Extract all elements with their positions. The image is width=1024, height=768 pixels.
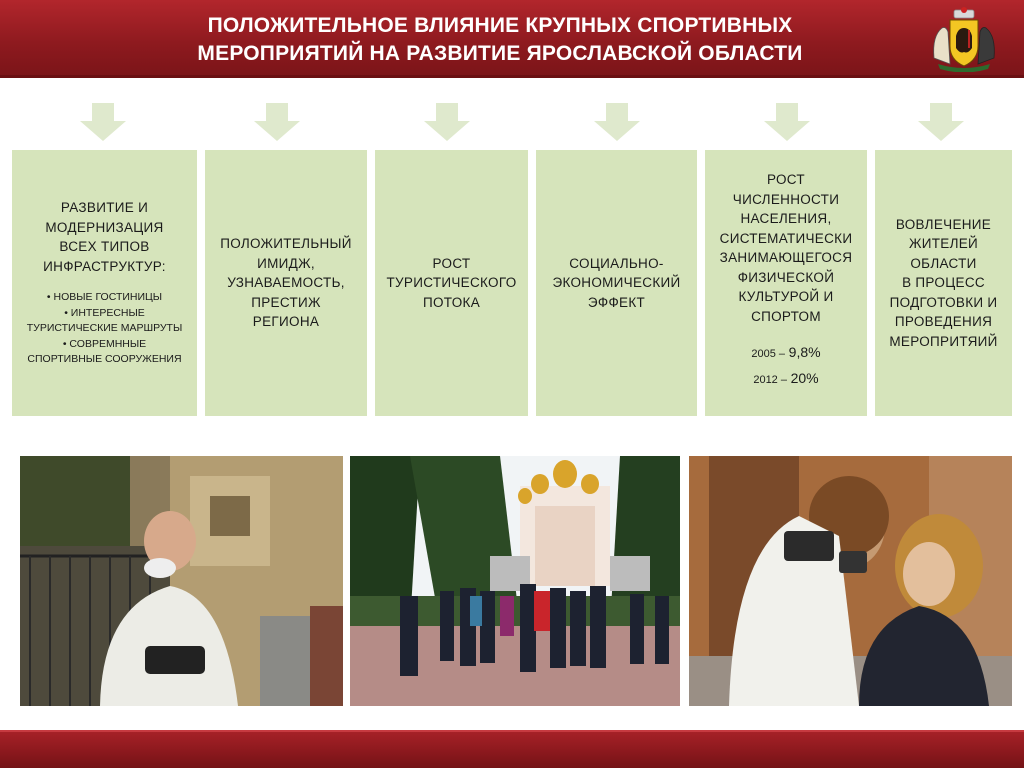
box-line: ПОЛОЖИТЕЛЬНЫЙ [220,236,352,252]
down-arrow-icon [80,103,126,141]
footer-bar [0,730,1024,768]
down-arrow-icon [918,103,964,141]
stat-year: 2012 – [753,374,787,386]
header-bar [0,0,1024,78]
bullet-item: • НОВЫЕ ГОСТИНИЦЫ [46,291,163,304]
title-line-1: ПОЛОЖИТЕЛЬНОЕ ВЛИЯНИЕ КРУПНЫХ СПОРТИВНЫХ [207,14,793,37]
bullet-list [27,290,183,368]
stat-row [751,366,820,392]
stat-value: 9,8% [788,344,821,360]
down-arrow-icon [594,103,640,141]
box-heading [552,254,680,313]
bullet-item: ТУРИСТИЧЕСКИЕ МАРШРУТЫ [26,322,183,335]
down-arrow-icon [254,103,300,141]
box-line: ЖИТЕЛЕЙ [908,236,979,252]
box-line: ФИЗИЧЕСКОЙ [737,269,835,285]
photographers-photo [689,456,1012,706]
bullet-item: СПОРТИВНЫЕ СООРУЖЕНИЯ [27,353,182,366]
box-line: ОБЛАСТИ [910,255,977,271]
box-line: РОСТ [767,172,805,187]
box-line: ВОВЛЕЧЕНИЕ [895,216,992,232]
title-line-2: МЕРОПРИЯТИЙ НА РАЗВИТИЕ ЯРОСЛАВСКОЙ ОБЛАСТИ [197,42,803,65]
box-line: РАЗВИТИЕ И [60,200,149,216]
box-line: РОСТ [432,255,471,271]
box-heading [720,170,853,326]
tourism-box [375,150,528,416]
stats-block [751,340,820,392]
box-line: ЭКОНОМИЧЕСКИЙ [552,275,681,291]
stat-row [751,340,820,366]
box-line: ЗАНИМАЮЩЕГОСЯ [719,250,853,265]
page-title [120,12,880,68]
box-line: СПОРТОМ [751,308,821,324]
box-line: ИНФРАСТРУКТУР: [43,258,166,274]
box-line: СИСТЕМАТИЧЕСКИ [719,230,853,246]
tourist-group-photo [350,456,680,706]
box-line: ВСЕХ ТИПОВ [59,239,150,255]
box-line: ПОДГОТОВКИ И [889,294,998,310]
image-box [205,150,367,416]
bullet-item: • СОВРЕМННЫЕ [62,337,147,350]
box-line: МОДЕРНИЗАЦИЯ [45,219,164,235]
down-arrow-icon [764,103,810,141]
box-line: МЕРОПРИТЯИЙ [889,333,998,349]
stat-value: 20% [790,370,819,386]
down-arrow-icon [424,103,470,141]
box-line: УЗНАВАЕМОСТЬ, [227,275,345,291]
box-line: СОЦИАЛЬНО- [569,255,664,271]
box-line: ПОТОКА [422,294,480,310]
box-line: ТУРИСТИЧЕСКОГО [386,275,517,291]
bullet-item: • ИНТЕРЕСНЫЕ [64,306,145,319]
stat-year: 2005 – [751,348,786,360]
old-man-photo [20,456,343,706]
box-line: ЧИСЛЕННОСТИ [732,191,840,207]
coat-of-arms-icon [930,6,998,72]
box-heading [387,254,517,313]
population-sport-box [705,150,867,416]
box-heading [220,234,352,332]
box-line: НАСЕЛЕНИЯ, [740,211,832,226]
box-line: КУЛЬТУРОЙ И [738,289,834,304]
socio-economic-box [536,150,697,416]
box-line: РЕГИОНА [252,314,320,330]
box-line: ИМИДЖ, [257,255,315,271]
box-line: ЭФФЕКТ [587,294,646,310]
box-line: ПРЕСТИЖ [251,294,321,310]
box-heading [43,198,166,276]
box-line: ПРОВЕДЕНИЯ [894,314,993,330]
residents-involvement-box [875,150,1012,416]
box-line: В ПРОЦЕСС [902,275,985,291]
infrastructure-box [12,150,197,416]
box-heading [889,215,997,352]
